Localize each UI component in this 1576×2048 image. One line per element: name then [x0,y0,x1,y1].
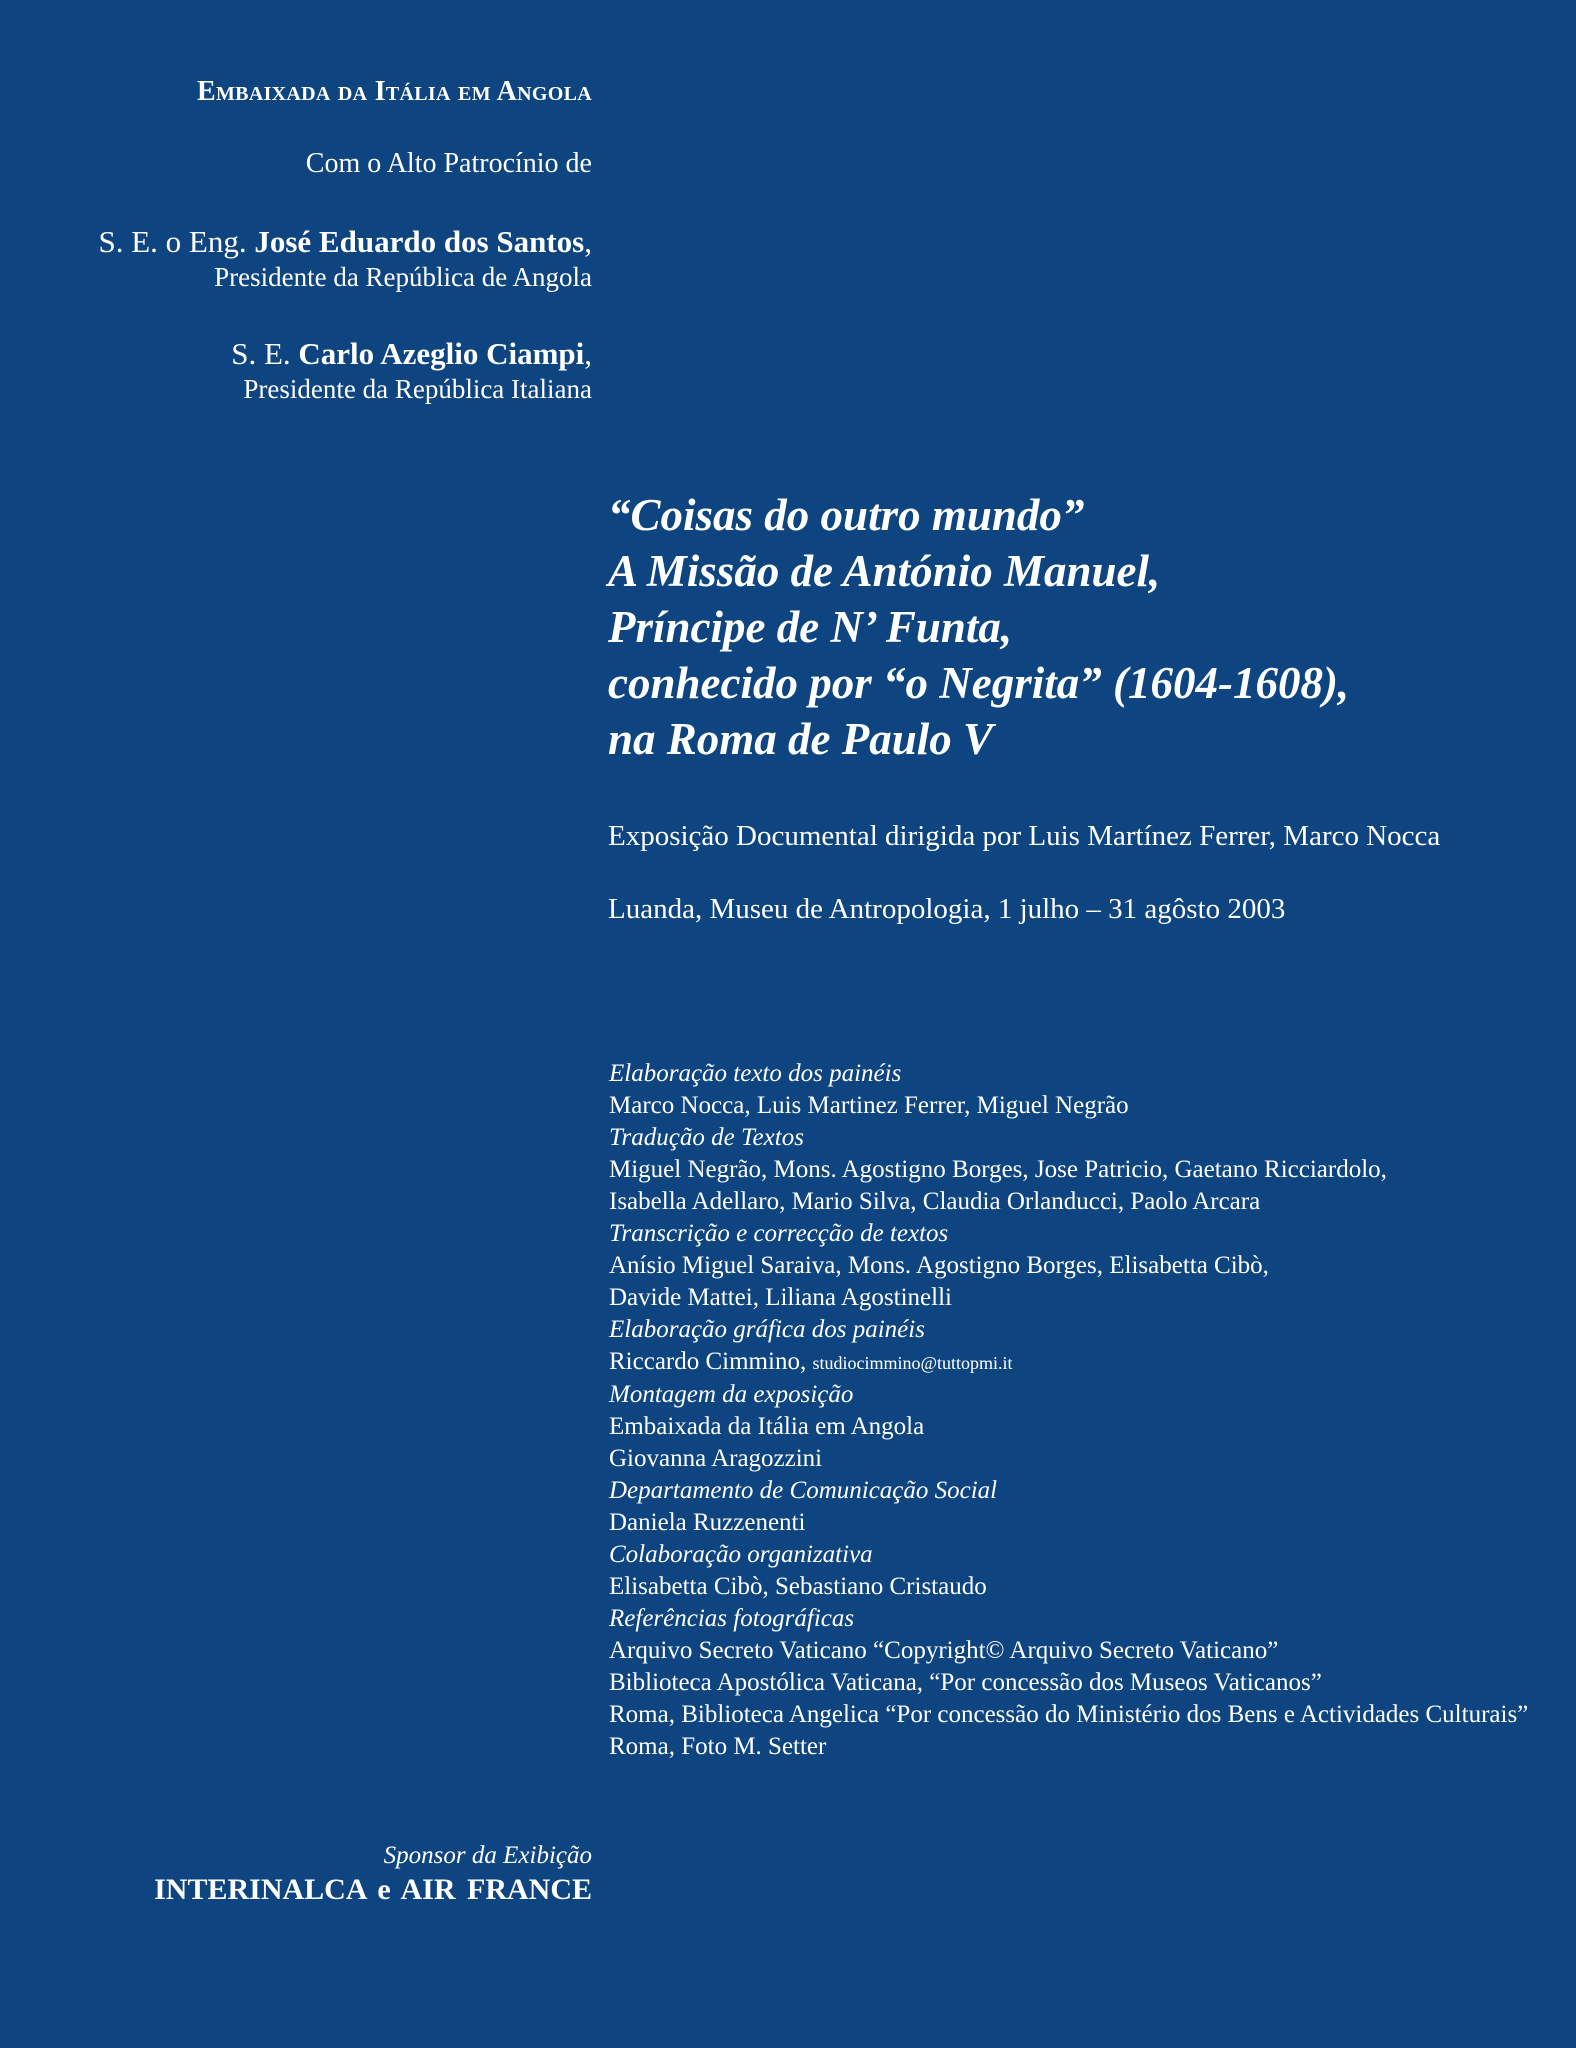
credit-line: Embaixada da Itália em Angola [609,1413,925,1440]
credit-line: Marco Nocca, Luis Martinez Ferrer, Miguel Negrão [609,1092,1129,1119]
exhibition-venue: Luanda, Museu de Antropologia, 1 julho – 31 agôsto 2003 [608,893,1286,925]
credit-section [609,1379,1529,1475]
patron-italy-name: Carlo Azeglio Ciampi [298,336,585,371]
sponsor-label: Sponsor da Exibição [383,1842,592,1869]
credit-section [609,1122,1529,1218]
patron-italy [231,336,592,406]
credit-line: Biblioteca Apostólica Vaticana, “Por concessão dos Museos Vaticanos” [609,1669,1322,1696]
credit-heading: Colaboração organizativa [609,1541,873,1568]
patron-angola-name: José Eduardo dos Santos [254,224,585,259]
patron-italy-suffix: , [584,336,592,371]
credit-section [609,1475,1529,1539]
title-line: conhecido por “o Negrita” (1604-1608), [608,658,1350,708]
patron-italy-prefix: S. E. [231,336,299,371]
title-line: A Missão de António Manuel, [608,546,1161,596]
credits-list [609,1058,1529,1763]
title-line: na Roma de Paulo V [608,714,994,764]
credit-line: Roma, Biblioteca Angelica “Por concessão do Ministério dos Bens e Actividades Culturais” [609,1701,1529,1728]
credit-heading: Elaboração texto dos painéis [609,1060,902,1087]
credit-line: Daniela Ruzzenenti [609,1509,806,1536]
credit-line: Isabella Adellaro, Mario Silva, Claudia Orlanducci, Paolo Arcara [609,1188,1261,1215]
designer-email: studiocimmino@tuttopmi.it [812,1353,1013,1373]
patron-italy-name-line [231,336,592,372]
patron-angola-role: Presidente da República de Angola [214,262,592,292]
sponsor-block [154,1840,592,1908]
credit-heading: Montagem da exposição [609,1381,854,1408]
patron-angola-name-line [98,224,592,260]
patronage-line: Com o Alto Patrocínio de [305,148,592,179]
credit-heading: Referências fotográficas [609,1605,855,1632]
credit-section [609,1539,1529,1603]
designer-name: Riccardo Cimmino, [609,1348,813,1375]
credit-line: Miguel Negrão, Mons. Agostigno Borges, Jose Patricio, Gaetano Ricciardolo, [609,1156,1387,1183]
credit-line: Roma, Foto M. Setter [609,1733,827,1760]
credit-line: Giovanna Aragozzini [609,1445,823,1472]
credit-section [609,1058,1529,1122]
patron-angola [98,224,592,294]
patron-angola-prefix: S. E. o Eng. [98,224,255,259]
credit-section [609,1218,1529,1314]
credit-line: Arquivo Secreto Vaticano “Copyright© Arquivo Secreto Vaticano” [609,1637,1279,1664]
credit-line [609,1346,1529,1379]
exhibition-directors: Exposição Documental dirigida por Luis Martínez Ferrer, Marco Nocca [608,820,1441,852]
credit-line: Anísio Miguel Saraiva, Mons. Agostigno Borges, Elisabetta Cibò, [609,1252,1269,1279]
embassy-heading: Embaixada da Itália em Angola [197,76,592,107]
credit-section [609,1314,1529,1379]
credit-heading: Transcrição e correcção de textos [609,1220,949,1247]
patron-italy-role: Presidente da República Italiana [243,374,592,404]
credit-line: Davide Mattei, Liliana Agostinelli [609,1284,952,1311]
sponsor-names: INTERINALCA e AIR FRANCE [154,1873,592,1906]
credit-section [609,1603,1529,1763]
credit-heading: Tradução de Textos [609,1124,804,1151]
title-line: “Coisas do outro mundo” [608,490,1085,540]
credit-line: Elisabetta Cibò, Sebastiano Cristaudo [609,1573,987,1600]
exhibition-title [608,487,1349,767]
patron-angola-suffix: , [584,224,592,259]
credit-heading: Departamento de Comunicação Social [609,1477,998,1504]
credit-heading: Elaboração gráfica dos painéis [609,1316,925,1343]
title-line: Príncipe de N’ Funta, [608,602,1013,652]
